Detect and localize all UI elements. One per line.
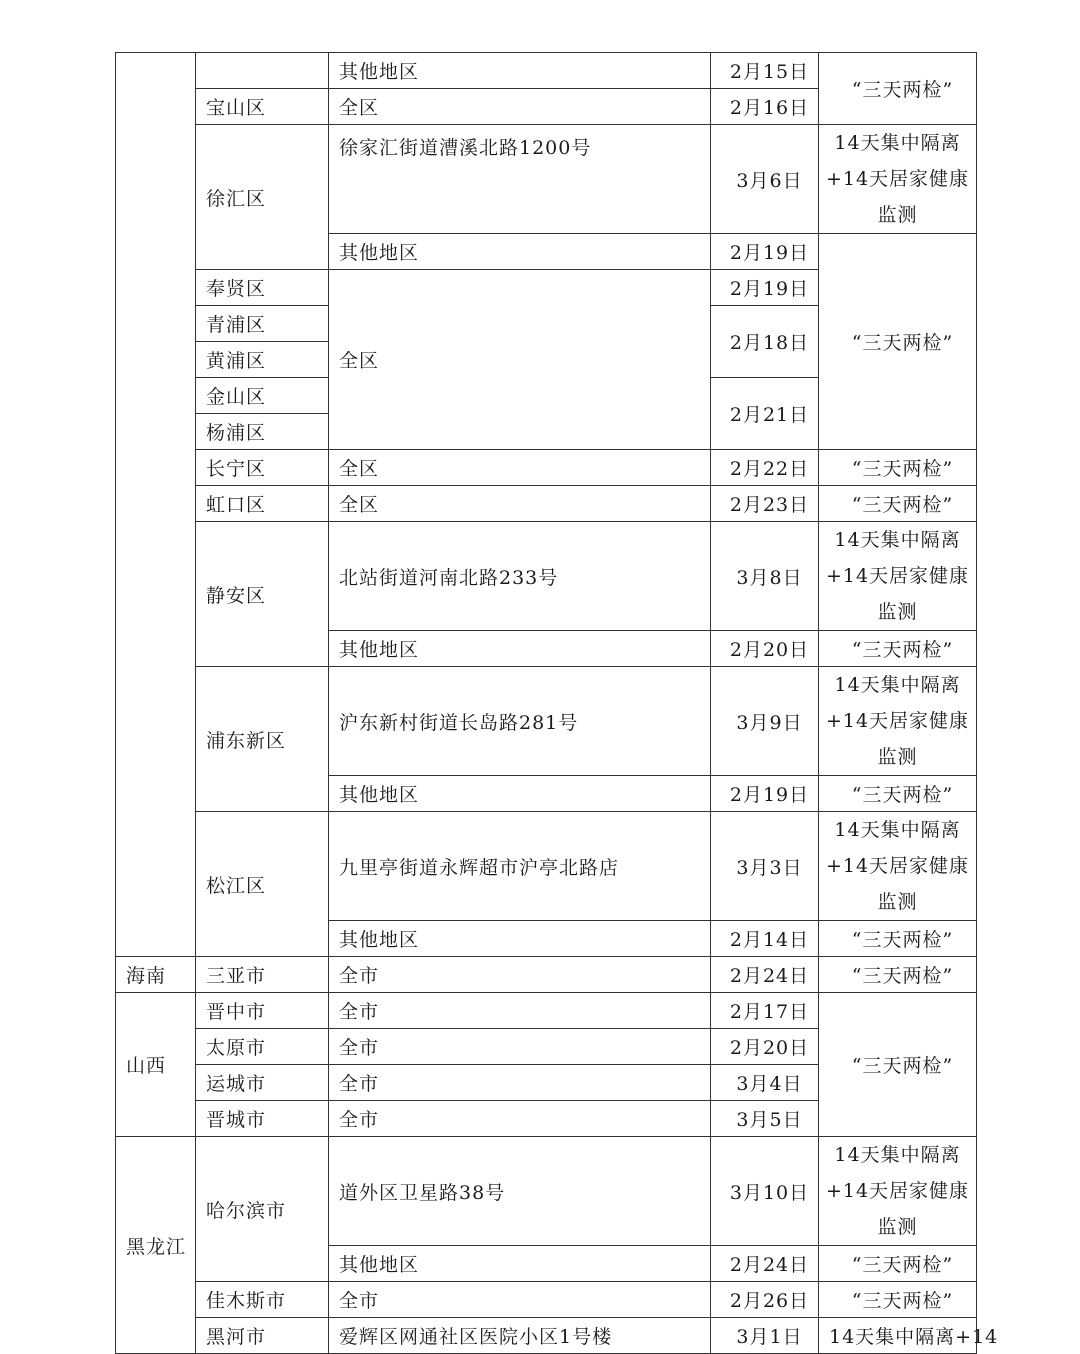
date-cell: 2月24日: [711, 1246, 819, 1282]
area-cell: 其他地区: [329, 776, 711, 812]
date-cell: 3月6日: [711, 125, 819, 234]
table-row: [116, 957, 977, 993]
date-cell: 2月21日: [711, 378, 819, 450]
date-cell: 2月20日: [711, 631, 819, 667]
table-row: [116, 1282, 977, 1318]
date-cell: 3月8日: [711, 522, 819, 631]
province-cell: 山西: [116, 993, 196, 1137]
area-cell: 全市: [329, 1065, 711, 1101]
district-cell: 浦东新区: [196, 667, 329, 812]
measure-cell: “三天两检”: [819, 486, 977, 522]
table-row: [116, 1318, 977, 1354]
table-row: [116, 53, 977, 89]
measure-cell: “三天两检”: [819, 450, 977, 486]
district-cell: 静安区: [196, 522, 329, 667]
district-cell: 长宁区: [196, 450, 329, 486]
district-cell: 晋中市: [196, 993, 329, 1029]
measure-cell: “三天两检”: [819, 921, 977, 957]
district-cell: 黑河市: [196, 1318, 329, 1354]
district-cell: 青浦区: [196, 306, 329, 342]
date-cell: 3月5日: [711, 1101, 819, 1137]
district-cell-empty: [196, 53, 329, 89]
measure-cell: 14天集中隔离+14: [819, 1318, 977, 1354]
date-cell: 2月22日: [711, 450, 819, 486]
area-cell: 爱辉区网通社区医院小区1号楼: [329, 1318, 711, 1354]
table-row: [116, 450, 977, 486]
district-cell: 徐汇区: [196, 125, 329, 270]
measure-cell: “三天两检”: [819, 234, 977, 450]
date-cell: 2月19日: [711, 270, 819, 306]
district-cell: 黄浦区: [196, 342, 329, 378]
area-cell: 其他地区: [329, 631, 711, 667]
table-row: [116, 667, 977, 776]
area-cell: 其他地区: [329, 1246, 711, 1282]
measure-cell: 14天集中隔离+14天居家健康监测: [819, 812, 977, 921]
district-cell: 太原市: [196, 1029, 329, 1065]
area-cell: 全市: [329, 1282, 711, 1318]
measure-cell: “三天两检”: [819, 53, 977, 125]
province-cell: 黑龙江: [116, 1137, 196, 1354]
area-cell: 全市: [329, 993, 711, 1029]
area-cell: 全市: [329, 1029, 711, 1065]
district-cell: 松江区: [196, 812, 329, 957]
measure-cell: “三天两检”: [819, 631, 977, 667]
measure-cell: 14天集中隔离+14天居家健康监测: [819, 1137, 977, 1246]
date-cell: 2月20日: [711, 1029, 819, 1065]
area-cell: 沪东新村街道长岛路281号: [329, 667, 711, 776]
table-row: [116, 812, 977, 921]
measure-cell: “三天两检”: [819, 1246, 977, 1282]
district-cell: 杨浦区: [196, 414, 329, 450]
district-cell: 虹口区: [196, 486, 329, 522]
district-cell: 三亚市: [196, 957, 329, 993]
measure-cell: “三天两检”: [819, 957, 977, 993]
area-cell: 全区: [329, 270, 711, 450]
area-cell: 徐家汇街道漕溪北路1200号: [329, 125, 711, 234]
date-cell: 2月19日: [711, 776, 819, 812]
district-cell: 哈尔滨市: [196, 1137, 329, 1282]
province-cell-shanghai-continued: [116, 53, 196, 957]
date-cell: 3月1日: [711, 1318, 819, 1354]
area-cell: 其他地区: [329, 921, 711, 957]
date-cell: 2月24日: [711, 957, 819, 993]
measure-cell: 14天集中隔离+14天居家健康监测: [819, 522, 977, 631]
date-cell: 3月3日: [711, 812, 819, 921]
district-cell: 奉贤区: [196, 270, 329, 306]
date-cell: 2月16日: [711, 89, 819, 125]
area-cell: 全区: [329, 486, 711, 522]
table-row: [116, 125, 977, 234]
date-cell: 3月4日: [711, 1065, 819, 1101]
district-cell: 晋城市: [196, 1101, 329, 1137]
date-cell: 2月17日: [711, 993, 819, 1029]
measure-cell: “三天两检”: [819, 776, 977, 812]
province-cell: 海南: [116, 957, 196, 993]
epidemic-risk-area-table: [115, 52, 999, 1354]
table-row: [116, 486, 977, 522]
district-cell: 金山区: [196, 378, 329, 414]
area-cell: 其他地区: [329, 234, 711, 270]
area-cell: 全市: [329, 957, 711, 993]
date-cell: 2月23日: [711, 486, 819, 522]
measure-cell: 14天集中隔离+14天居家健康监测: [819, 125, 977, 234]
measure-cell: “三天两检”: [819, 993, 977, 1137]
table-row: [116, 522, 977, 631]
area-cell: 全市: [329, 1101, 711, 1137]
area-cell: 九里亭街道永辉超市沪亭北路店: [329, 812, 711, 921]
measure-cell: “三天两检”: [819, 1282, 977, 1318]
district-cell: 佳木斯市: [196, 1282, 329, 1318]
date-cell: 3月10日: [711, 1137, 819, 1246]
date-cell: 2月15日: [711, 53, 819, 89]
district-cell: 运城市: [196, 1065, 329, 1101]
measure-cell: 14天集中隔离+14天居家健康监测: [819, 667, 977, 776]
date-cell: 2月18日: [711, 306, 819, 378]
date-cell: 3月9日: [711, 667, 819, 776]
area-cell: 北站街道河南北路233号: [329, 522, 711, 631]
area-cell: 其他地区: [329, 53, 711, 89]
date-cell: 2月19日: [711, 234, 819, 270]
table-row: [116, 1137, 977, 1246]
area-cell: 全区: [329, 450, 711, 486]
district-cell: 宝山区: [196, 89, 329, 125]
area-cell: 道外区卫星路38号: [329, 1137, 711, 1246]
date-cell: 2月26日: [711, 1282, 819, 1318]
date-cell: 2月14日: [711, 921, 819, 957]
table-row: [116, 993, 977, 1029]
area-cell: 全区: [329, 89, 711, 125]
